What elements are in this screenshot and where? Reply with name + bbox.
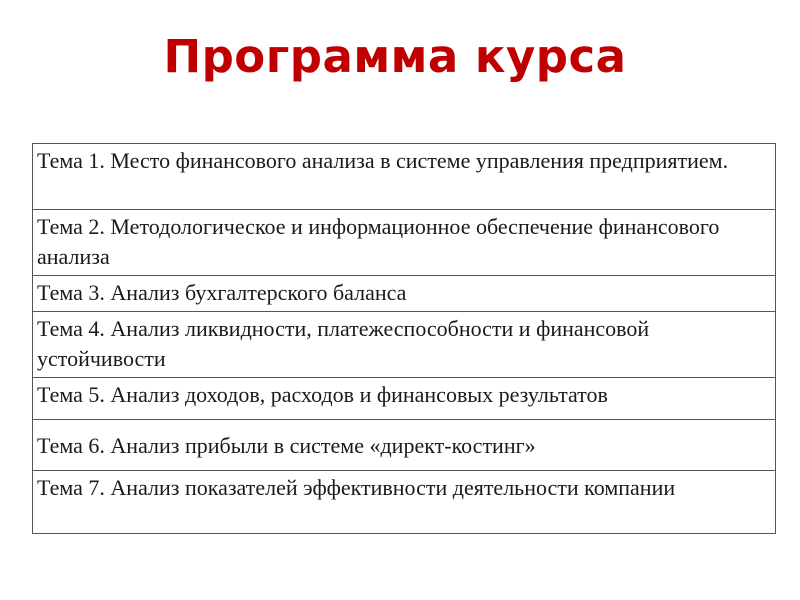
topic-cell-6: Тема 6. Анализ прибыли в системе «директ-костинг» [33,420,776,471]
topic-cell-1: Тема 1. Место финансового анализа в системе управления предприятием. [33,144,776,210]
topic-cell-2: Тема 2. Методологическое и информационное обеспечение финансового анализа [33,210,776,276]
topic-cell-4: Тема 4. Анализ ликвидности, платежеспособности и финансовой устойчивости [33,312,776,378]
table-row [33,420,776,471]
topic-cell-7: Тема 7. Анализ показателей эффективности деятельности компании [33,471,776,534]
topic-cell-3: Тема 3. Анализ бухгалтерского баланса [33,276,776,312]
table-row [33,312,776,378]
table-row [33,471,776,534]
table-row [33,210,776,276]
slide-title: Программа курса [163,30,627,83]
topic-cell-5: Тема 5. Анализ доходов, расходов и финансовых результатов [33,378,776,420]
table-row [33,276,776,312]
table-row [33,144,776,210]
table-row [33,378,776,420]
course-topics-table [32,143,776,534]
